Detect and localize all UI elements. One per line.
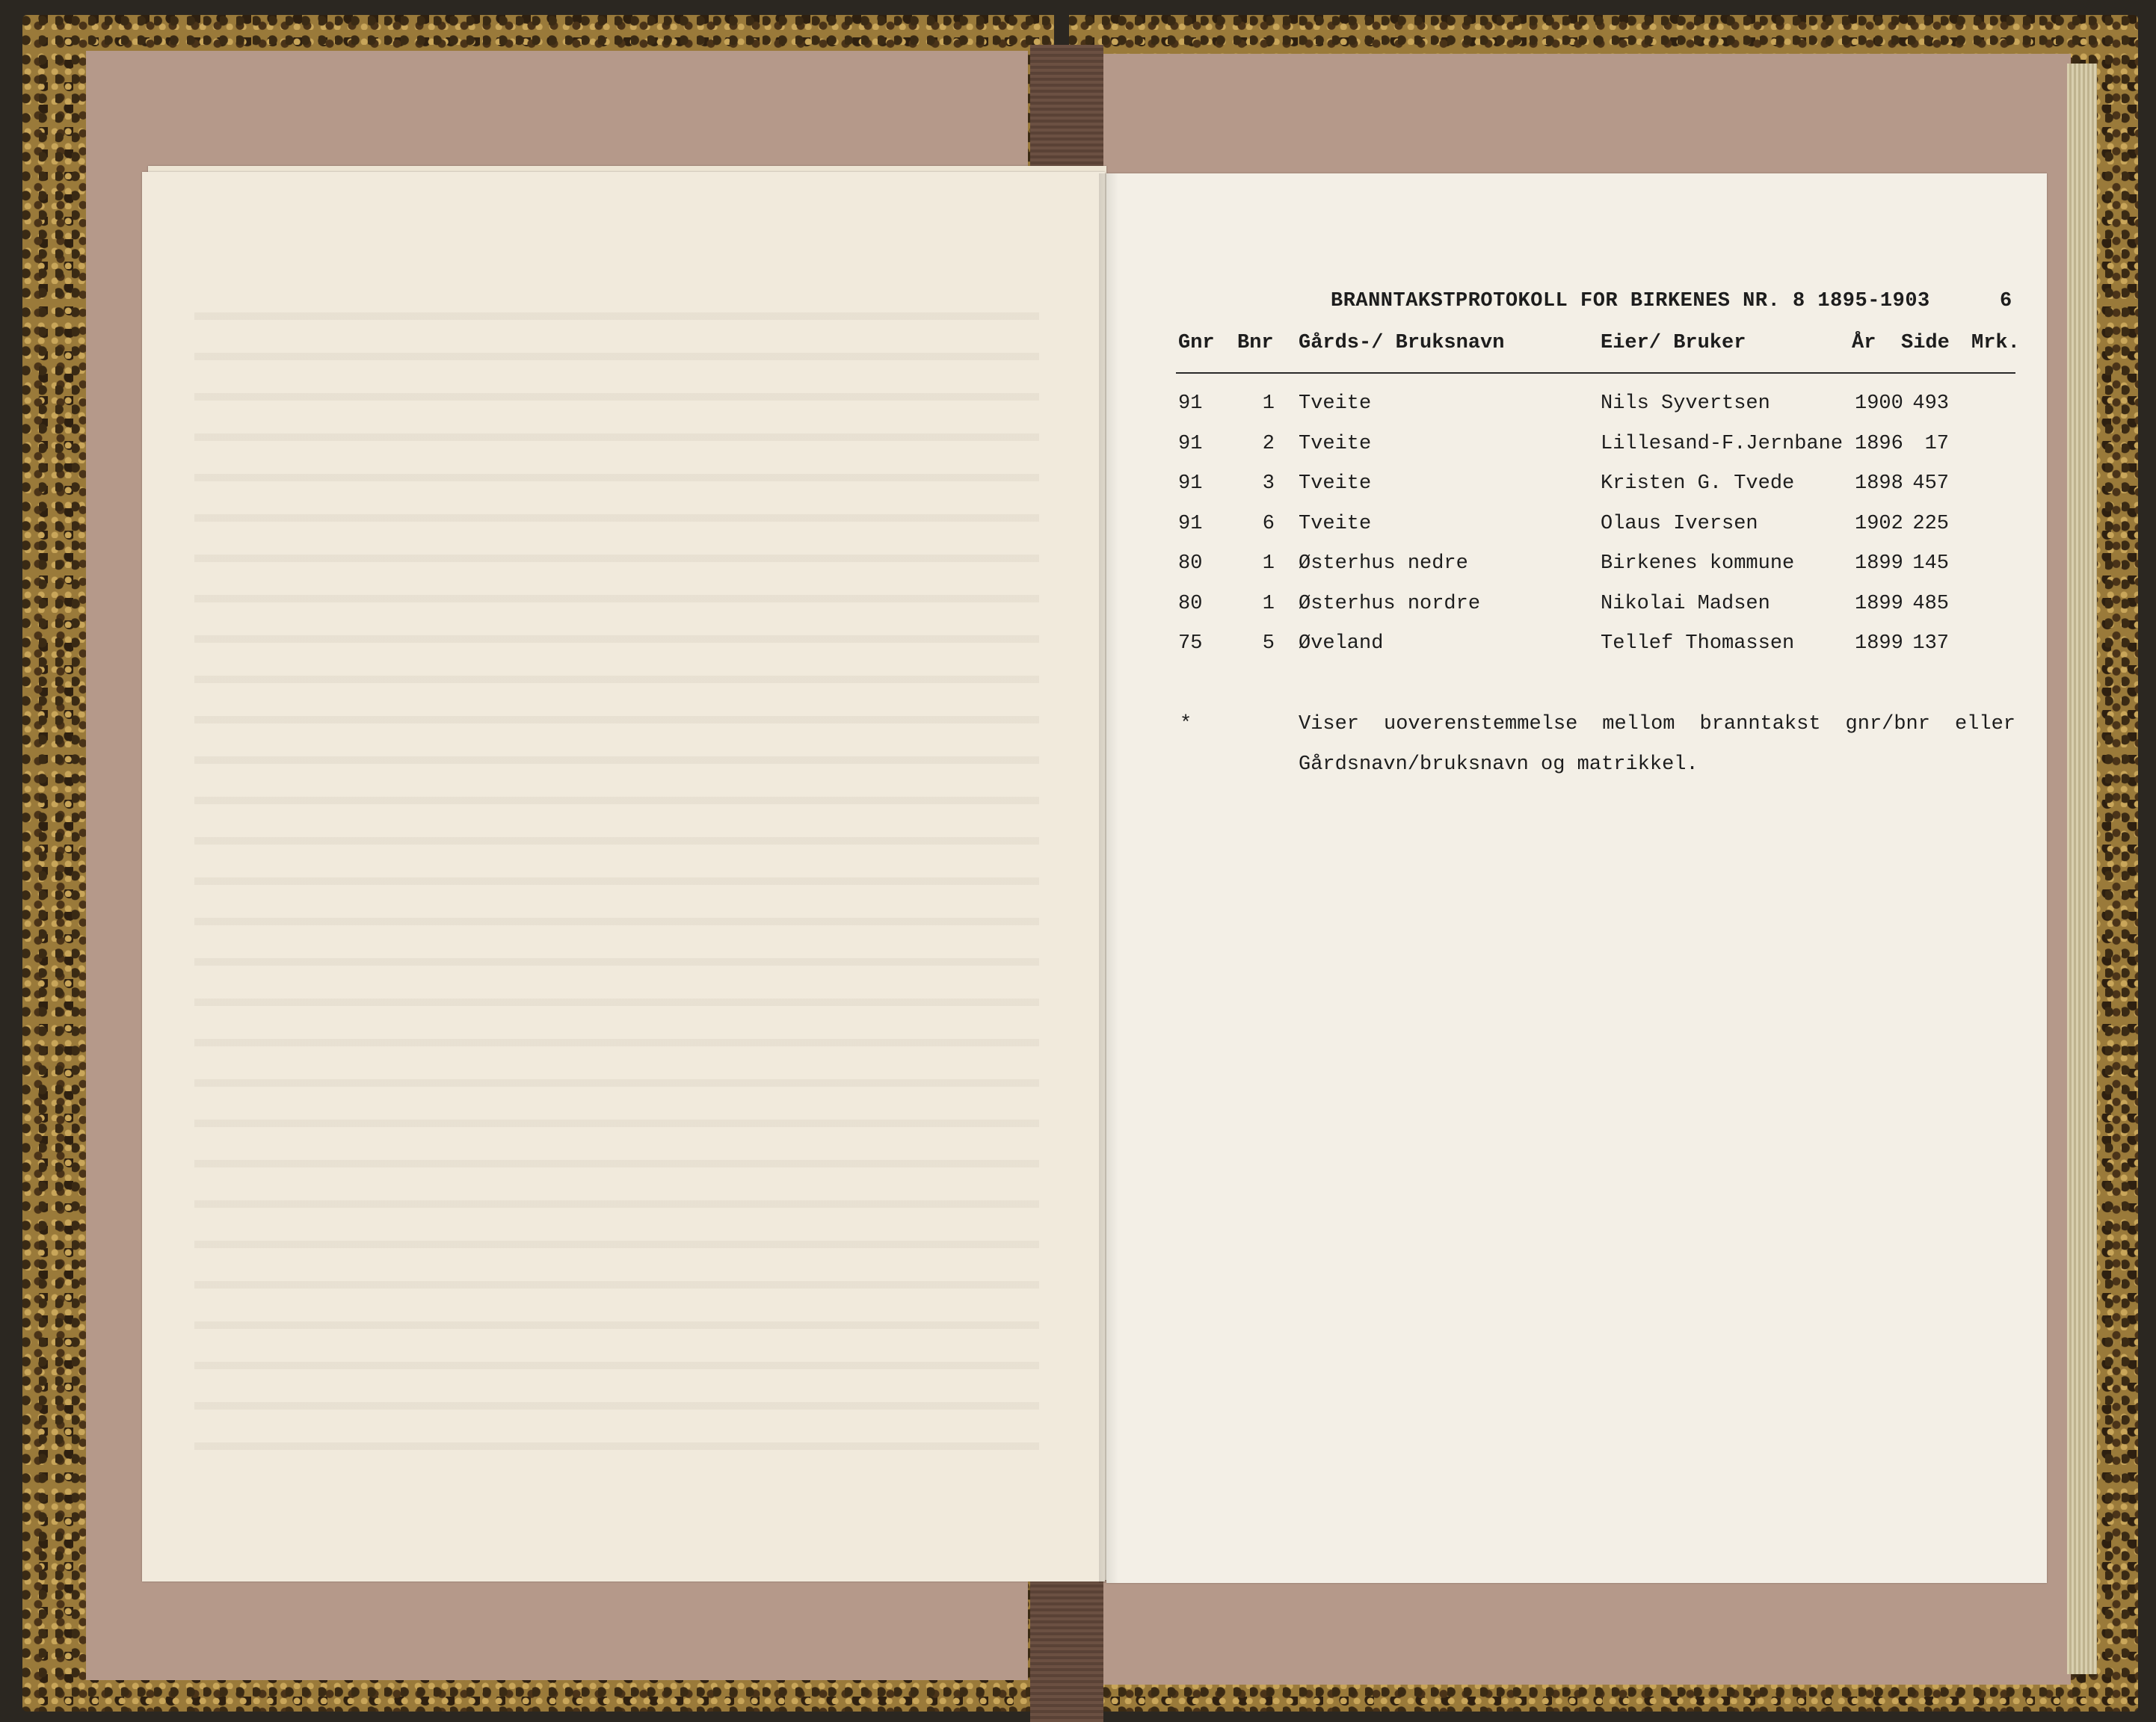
table-cell-name: Tveite [1299, 472, 1372, 495]
table-cell-gnr: 91 [1178, 392, 1203, 415]
table-cell-gnr: 91 [1178, 472, 1203, 495]
table-cell-page: 17 [1924, 432, 1949, 455]
document-title: BRANNTAKSTPROTOKOLL FOR BIRKENES NR. 8 1895-1903 [1331, 290, 1930, 312]
table-cell-name: Tveite [1299, 512, 1372, 535]
note-asterisk: * [1180, 713, 1192, 735]
note-line-1: Viser uoverenstemmelse mellom branntakst gnr/bnr eller [1299, 713, 2015, 735]
table-cell-year: 1899 [1855, 592, 1903, 615]
column-header-bnr: Bnr [1237, 332, 1274, 354]
table-cell-bnr: 6 [1262, 512, 1275, 535]
table-cell-gnr: 80 [1178, 592, 1203, 615]
table-cell-bnr: 1 [1262, 592, 1275, 615]
column-header-gnr: Gnr [1178, 332, 1215, 354]
table-cell-name: Østerhus nordre [1299, 592, 1481, 615]
right-sheet [1106, 173, 2047, 1583]
table-cell-owner: Nils Syvertsen [1601, 392, 1770, 415]
table-cell-year: 1899 [1855, 552, 1903, 575]
table-cell-year: 1898 [1855, 472, 1903, 495]
column-header-owner: Eier/ Bruker [1601, 332, 1746, 354]
column-header-page: Side [1901, 332, 1950, 354]
table-cell-page: 137 [1912, 632, 1949, 655]
header-rule [1176, 372, 2015, 374]
table-cell-bnr: 1 [1262, 552, 1275, 575]
table-cell-year: 1899 [1855, 632, 1903, 655]
table-cell-bnr: 5 [1262, 632, 1275, 655]
table-cell-gnr: 91 [1178, 432, 1203, 455]
table-cell-bnr: 3 [1262, 472, 1275, 495]
table-cell-year: 1896 [1855, 432, 1903, 455]
table-cell-page: 457 [1912, 472, 1949, 495]
table-cell-bnr: 1 [1262, 392, 1275, 415]
page-number: 6 [2000, 290, 2012, 312]
table-cell-name: Øveland [1299, 632, 1384, 655]
note-line-2: Gårdsnavn/bruksnavn og matrikkel. [1299, 753, 1698, 776]
table-cell-year: 1900 [1855, 392, 1903, 415]
bleed-through-text [194, 284, 1039, 1450]
column-header-year: År [1852, 332, 1876, 354]
table-cell-bnr: 2 [1262, 432, 1275, 455]
gutter-shadow [1099, 173, 1118, 1583]
table-cell-gnr: 80 [1178, 552, 1203, 575]
table-cell-page: 493 [1912, 392, 1949, 415]
table-cell-page: 145 [1912, 552, 1949, 575]
table-cell-gnr: 75 [1178, 632, 1203, 655]
table-cell-owner: Olaus Iversen [1601, 512, 1758, 535]
table-cell-name: Tveite [1299, 392, 1372, 415]
table-cell-owner: Lillesand-F.Jernbane [1601, 432, 1844, 455]
column-header-mark: Mrk. [1971, 332, 2020, 354]
table-cell-year: 1902 [1855, 512, 1903, 535]
table-cell-owner: Nikolai Madsen [1601, 592, 1770, 615]
table-cell-owner: Birkenes kommune [1601, 552, 1795, 575]
table-cell-gnr: 91 [1178, 512, 1203, 535]
table-cell-page: 485 [1912, 592, 1949, 615]
table-cell-owner: Kristen G. Tvede [1601, 472, 1795, 495]
column-header-name: Gårds-/ Bruksnavn [1299, 332, 1505, 354]
table-cell-owner: Tellef Thomassen [1601, 632, 1795, 655]
table-cell-name: Tveite [1299, 432, 1372, 455]
table-cell-name: Østerhus nedre [1299, 552, 1468, 575]
table-cell-page: 225 [1912, 512, 1949, 535]
page-edges [2067, 64, 2097, 1674]
